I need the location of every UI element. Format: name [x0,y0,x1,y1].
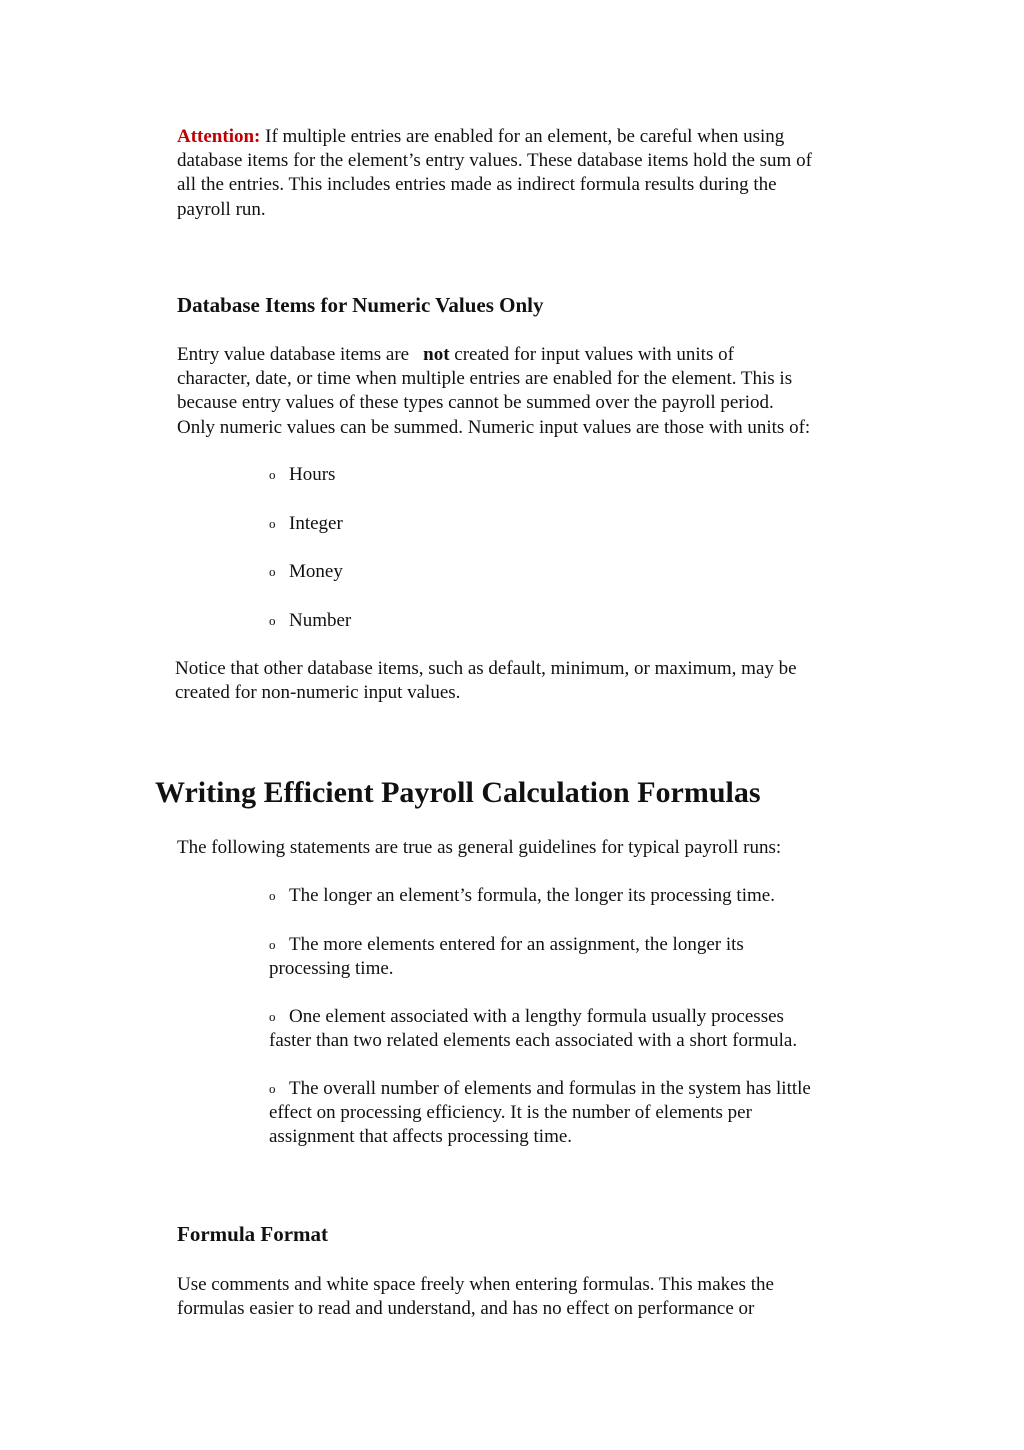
guideline-text: The longer an element’s formula, the longer its processing time. [289,885,775,906]
guideline-3-line-1 [269,1005,889,1029]
unit-bullet-number [269,609,351,633]
unit-bullet-integer [269,512,343,536]
guideline-4-line-3: assignment that affects processing time. [269,1126,573,1148]
guideline-bullet-2 [269,933,889,981]
numeric-intro-not: not [423,344,450,365]
guideline-2-line-2: processing time. [269,958,394,980]
numeric-values-paragraph [177,343,897,440]
attention-label: Attention: [177,126,261,147]
guideline-text: One element associated with a lengthy formula usually processes [289,1006,784,1027]
numeric-line-2: character, date, or time when multiple entries are enabled for the element. This is [177,368,793,390]
notice-line-1: Notice that other database items, such as default, minimum, or maximum, may be [175,658,797,679]
notice-line-2: created for non-numeric input values. [175,682,461,704]
attention-line-1 [177,125,897,149]
bullet-glyph: o [269,516,276,531]
bullet-glyph: o [269,467,276,482]
guideline-2-line-1 [269,933,889,957]
formula-format-paragraph [177,1273,897,1321]
unit-label: Integer [289,513,343,534]
unit-bullet-hours [269,463,335,487]
numeric-intro-first: Entry value database items are [177,344,410,365]
bullet-glyph: o [269,1081,276,1096]
numeric-line-4: Only numeric values can be summed. Numeric input values are those with units of: [177,416,811,438]
bullet-glyph: o [269,937,276,952]
attention-line-3: all the entries. This includes entries made as indirect formula results during the [177,174,777,196]
formula-format-line-2: formulas easier to read and understand, and has no effect on performance or [177,1298,755,1320]
efficient-intro: The following statements are true as general guidelines for typical payroll runs: [177,837,782,858]
unit-label: Money [289,561,343,582]
attention-line-1-text: If multiple entries are enabled for an element, be careful when using [260,126,785,147]
unit-bullet-money [269,560,343,584]
notice-paragraph [175,657,895,705]
numeric-line-3: because entry values of these types cannot be summed over the payroll period. [177,392,774,414]
guideline-text: The overall number of elements and formulas in the system has little [289,1078,811,1099]
efficient-formulas-heading: Writing Efficient Payroll Calculation Formulas [155,776,761,809]
numeric-intro-line [177,343,897,367]
numeric-intro-rest: created for input values with units of [449,344,734,365]
numeric-values-heading: Database Items for Numeric Values Only [177,293,544,317]
guideline-4-line-1 [269,1077,889,1101]
attention-line-2: database items for the element’s entry values. These database items hold the sum of [177,150,812,172]
guideline-bullet-1 [269,884,889,908]
guideline-1-line-1 [269,884,889,908]
bullet-glyph: o [269,1009,276,1024]
formula-format-heading: Formula Format [177,1222,329,1246]
bullet-glyph: o [269,613,276,628]
guideline-text: The more elements entered for an assignment, the longer its [289,934,744,955]
guideline-3-line-2: faster than two related elements each associated with a short formula. [269,1030,798,1052]
bullet-glyph: o [269,888,276,903]
guideline-bullet-3 [269,1005,889,1053]
unit-label: Number [289,610,352,631]
guideline-4-line-2: effect on processing efficiency. It is the number of elements per [269,1102,752,1124]
formula-format-line-1: Use comments and white space freely when entering formulas. This makes the [177,1274,774,1295]
attention-paragraph [177,125,897,222]
attention-line-4: payroll run. [177,198,266,220]
guideline-bullet-4 [269,1077,889,1150]
bullet-glyph: o [269,564,276,579]
unit-label: Hours [289,464,336,485]
